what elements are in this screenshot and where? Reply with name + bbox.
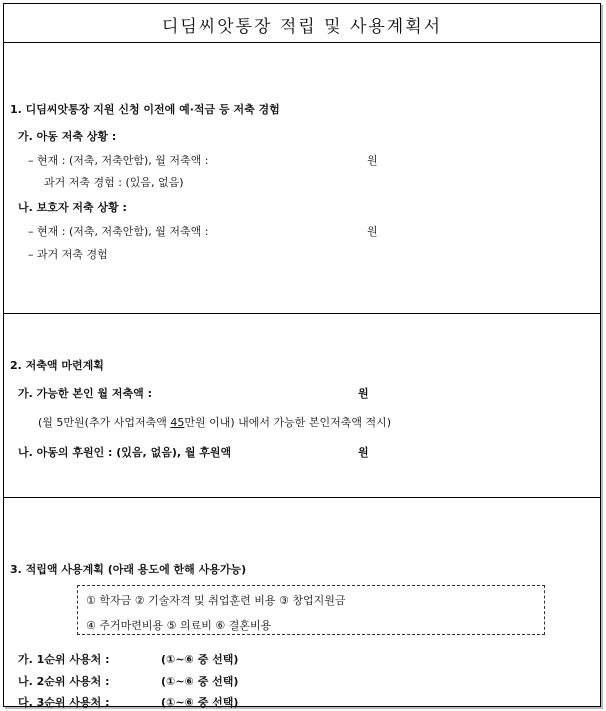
section2-note-amount: 45: [170, 416, 185, 429]
divider-section2: [4, 497, 600, 498]
section1-b-unit: 원: [367, 225, 378, 238]
form-frame: [3, 3, 601, 707]
section1-b-past: – 과거 저축 경험: [28, 248, 108, 261]
section1-b-current: – 현재 : (저축, 저축안함), 월 저축액 :: [28, 225, 209, 238]
usage-options-row1: ① 학자금 ② 기술자격 및 취업훈련 비용 ③ 창업지원금: [86, 594, 346, 607]
section1-heading: 1. 디딤씨앗통장 지원 신청 이전에 예·적금 등 저축 경험: [10, 103, 280, 116]
divider-section1: [4, 313, 600, 314]
section2-b-line: 나. 아동의 후원인 : (있음, 없음), 월 후원액: [18, 446, 232, 459]
section1-a-past: 과거 저축 경험 : (있음, 없음): [44, 176, 184, 189]
section2-heading: 2. 저축액 마련계획: [10, 359, 104, 372]
priority3-value: (①~⑥ 중 선택): [161, 696, 239, 709]
priority2-label: 나. 2순위 사용처 :: [18, 675, 110, 688]
section2-b-unit: 원: [358, 446, 369, 459]
section1-b-heading: 나. 보호자 저축 상황 :: [18, 201, 127, 214]
divider-title: [4, 42, 600, 43]
priority3-label: 다. 3순위 사용처 :: [18, 696, 110, 709]
document-title: 디딤씨앗통장 적립 및 사용계획서: [161, 17, 443, 37]
section2-a-unit: 원: [358, 387, 369, 400]
section3-heading: 3. 적립액 사용계획 (아래 용도에 한해 사용가능): [10, 563, 247, 576]
priority1-value: (①~⑥ 중 선택): [161, 653, 239, 666]
usage-options-box: [77, 585, 545, 635]
priority1-label: 가. 1순위 사용처 :: [18, 653, 110, 666]
usage-options-row2: ④ 주거마련비용 ⑤ 의료비 ⑥ 결혼비용: [86, 619, 272, 632]
priority2-value: (①~⑥ 중 선택): [161, 675, 239, 688]
section1-a-heading: 가. 아동 저축 상황 :: [18, 130, 117, 143]
section1-a-unit: 원: [367, 154, 378, 167]
section2-note: (월 5만원(추가 사업저축액 45만원 이내) 내에서 가능한 본인저축액 적시): [38, 416, 392, 429]
section1-a-current: – 현재 : (저축, 저축안함), 월 저축액 :: [28, 154, 209, 167]
section2-a-line: 가. 가능한 본인 월 저축액 :: [18, 387, 152, 400]
